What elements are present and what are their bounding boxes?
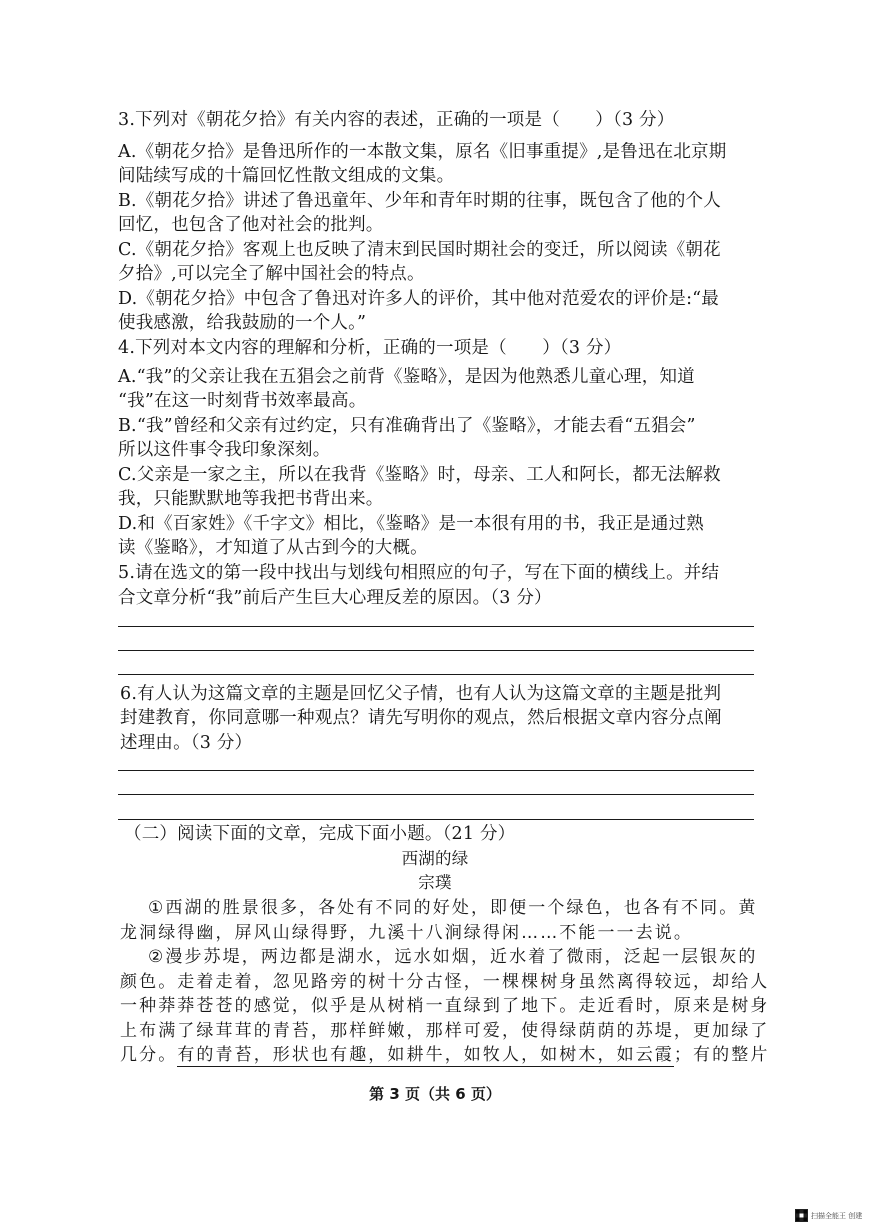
section2-heading: （二）阅读下面的文章，完成下面小题。（21 分）: [124, 824, 516, 844]
q5-answer-line-2[interactable]: [118, 650, 754, 651]
q5-prompt-line2: 合文章分析“我”前后产生巨大心理反差的原因。（3 分）: [118, 588, 552, 608]
q6-prompt-line2: 封建教育，你同意哪一种观点？请先写明你的观点，然后根据文章内容分点阐: [120, 708, 722, 728]
qr-code-icon: [795, 1209, 808, 1222]
paragraph2-line2: 颜色。走着走着，忽见路旁的树十分古怪，一棵棵树身虽然离得较远，却给人: [120, 972, 770, 992]
q4-option-c-line2: 我，只能默默地等我把书背出来。: [118, 489, 384, 509]
q4-option-d-line2: 读《鉴略》，才知道了从古到今的大概。: [118, 538, 428, 558]
paragraph2-line1: ②漫步苏堤，两边都是湖水，远水如烟，近水着了微雨，泛起一层银灰的: [148, 947, 758, 967]
article-title: 西湖的绿: [401, 849, 469, 868]
paragraph2-line5-tail: ；有的整片: [673, 1045, 770, 1065]
q3-stem: 3.下列对《朝花夕拾》有关内容的表述，正确的一项是（ ）（3 分）: [118, 110, 675, 130]
scanner-stamp-text: 扫描全能王 创建: [811, 1212, 863, 1220]
q6-answer-line-2[interactable]: [118, 794, 754, 795]
q3-option-c-line1: C.《朝花夕拾》客观上也反映了清末到民国时期社会的变迁，所以阅读《朝花: [118, 240, 721, 260]
q4-option-b-line2: 所以这件事令我印象深刻。: [118, 440, 331, 460]
paragraph2-line5-start: 几分。: [120, 1045, 178, 1065]
q3-option-a-line2: 间陆续写成的十篇回忆性散文组成的文集。: [118, 166, 455, 186]
scanner-stamp: [795, 1209, 861, 1223]
article-author: 宗璞: [418, 873, 452, 892]
q5-answer-line-1[interactable]: [118, 626, 754, 627]
underlined-sentence: 有的青苔，形状也有趣，如耕牛，如牧人，如树木，如云霞: [177, 1045, 674, 1065]
q4-option-c-line1: C.父亲是一家之主，所以在我背《鉴略》时，母亲、工人和阿长，都无法解救: [118, 465, 721, 485]
paragraph2-line4: 上布满了绿茸茸的青苔，那样鲜嫩，那样可爱，使得绿荫荫的苏堤，更加绿了: [120, 1021, 770, 1041]
q3-option-d-line2: 使我感激，给我鼓励的一个人。”: [118, 313, 367, 333]
q4-option-b-line1: B.“我”曾经和父亲有过约定，只有准确背出了《鉴略》，才能去看“五猖会”: [118, 416, 696, 436]
q3-option-b-line1: B.《朝花夕拾》讲述了鲁迅童年、少年和青年时期的往事，既包含了他的个人: [118, 191, 721, 211]
q4-option-a-line1: A.“我”的父亲让我在五猖会之前背《鉴略》，是因为他熟悉儿童心理，知道: [118, 367, 695, 387]
q3-option-d-line1: D.《朝花夕拾》中包含了鲁迅对许多人的评价，其中他对范爱农的评价是:“最: [118, 289, 720, 309]
q3-option-a-line1: A.《朝花夕拾》是鲁迅所作的一本散文集，原名《旧事重提》,是鲁迅在北京期: [118, 142, 727, 162]
q3-option-b-line2: 回忆，也包含了他对社会的批判。: [118, 215, 384, 235]
q6-answer-line-1[interactable]: [118, 770, 754, 771]
paragraph1-line2: 龙洞绿得幽，屏风山绿得野，九溪十八涧绿得闲……不能一一去说。: [120, 923, 693, 943]
q4-option-a-line2: “我”在这一时刻背书效率最高。: [118, 391, 367, 411]
q5-prompt-line1: 5.请在选文的第一段中找出与划线句相照应的句子，写在下面的横线上。并结: [118, 563, 720, 583]
paragraph1-line1: ①西湖的胜景很多，各处有不同的好处，即便一个绿色，也各有不同。黄: [148, 898, 758, 918]
paragraph2-line5: [120, 1043, 769, 1067]
q6-prompt-line3: 述理由。（3 分）: [120, 733, 253, 753]
q5-answer-line-3[interactable]: [118, 674, 754, 675]
q6-answer-line-3[interactable]: [118, 819, 754, 820]
q6-prompt-line1: 6.有人认为这篇文章的主题是回忆父子情，也有人认为这篇文章的主题是批判: [120, 684, 722, 704]
q4-option-d-line1: D.和《百家姓》《千字文》相比，《鉴略》是一本很有用的书，我正是通过熟: [118, 514, 704, 534]
q4-stem: 4.下列对本文内容的理解和分析，正确的一项是（ ）（3 分）: [118, 338, 622, 358]
paragraph2-line3: 一种莽莽苍苍的感觉，似乎是从树梢一直绿到了地下。走近看时，原来是树身: [120, 996, 770, 1016]
page-number: 第 3 页（共 6 页）: [369, 1085, 501, 1103]
q3-option-c-line2: 夕拾》,可以完全了解中国社会的特点。: [118, 264, 425, 284]
